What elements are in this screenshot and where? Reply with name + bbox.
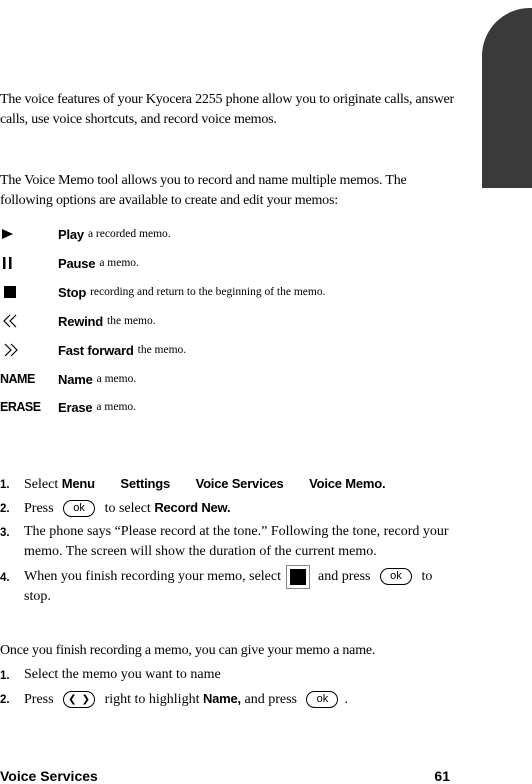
option-label: Pause xyxy=(58,255,96,271)
memo-intro-paragraph: The Voice Memo tool allows you to record and name multiple memos. The following options are available to create and edit your memos: xyxy=(0,173,407,208)
option-desc: recording and return to the beginning of the memo. xyxy=(90,286,326,298)
stop-icon xyxy=(0,285,58,299)
play-icon xyxy=(0,228,58,240)
ok-key-icon: ok xyxy=(380,568,412,585)
option-label: Name xyxy=(58,371,93,387)
record-step-4: 4. When you finish recording your memo, select and press ok to stop. xyxy=(0,569,433,604)
rewind-icon xyxy=(0,314,58,328)
option-desc: a memo. xyxy=(96,401,137,413)
option-label: Fast forward xyxy=(58,342,134,358)
option-rewind xyxy=(0,312,156,330)
fast-forward-icon xyxy=(0,343,58,357)
option-label: Play xyxy=(58,226,84,242)
chapter-tab xyxy=(482,8,532,188)
menu-path-settings: Settings xyxy=(120,476,171,491)
option-fast-forward xyxy=(0,341,186,359)
page-number: 61 xyxy=(434,768,450,784)
menu-path-voice-memo: Voice Memo. xyxy=(309,476,386,491)
name-label: Name, xyxy=(202,691,241,706)
name-icon: NAME xyxy=(0,372,35,386)
option-play xyxy=(0,225,171,243)
pause-icon xyxy=(0,256,58,270)
nav-key-icon: ❮ ❯ xyxy=(63,691,95,708)
option-label: Erase xyxy=(58,399,93,415)
menu-path-voice-services: Voice Services xyxy=(195,476,284,491)
option-desc: the memo. xyxy=(107,315,156,327)
menu-path-menu: Menu xyxy=(61,476,95,491)
option-pause xyxy=(0,254,139,272)
option-label: Rewind xyxy=(58,313,104,329)
option-stop xyxy=(0,283,325,301)
record-new-label: Record New. xyxy=(154,500,231,515)
record-step-2: 2. Press ok to select Record New. xyxy=(0,500,231,516)
ok-key-icon: ok xyxy=(63,500,95,517)
option-desc: a memo. xyxy=(96,373,137,385)
erase-icon: ERASE xyxy=(0,400,41,414)
option-label: Stop xyxy=(58,284,87,300)
name-step-1: 1. Select the memo you want to name xyxy=(0,667,221,682)
option-desc: the memo. xyxy=(137,344,187,356)
stop-icon xyxy=(290,569,306,585)
page-footer xyxy=(0,768,460,784)
name-intro-paragraph: Once you finish recording a memo, you can give your memo a name. xyxy=(0,643,376,658)
record-step-3: 3. The phone says “Please record at the tone.” Following the tone, record your memo. The screen will show the duration of the current memo. xyxy=(0,524,449,559)
ok-key-icon: ok xyxy=(306,691,338,708)
record-step-1: 1. Select Menu Settings Voice Services Voice Memo. xyxy=(0,476,386,492)
intro-paragraph: The voice features of your Kyocera 2255 phone allow you to originate calls, answer calls, use voice shortcuts, and record voice memos. xyxy=(0,92,454,127)
option-desc: a memo. xyxy=(99,257,139,269)
option-name xyxy=(0,370,136,388)
footer-section: Voice Services xyxy=(0,768,98,784)
option-desc: a recorded memo. xyxy=(87,228,171,240)
name-step-2: 2. Press ❮ ❯ right to highlight Name, and press ok . xyxy=(0,691,348,707)
option-erase xyxy=(0,398,136,416)
